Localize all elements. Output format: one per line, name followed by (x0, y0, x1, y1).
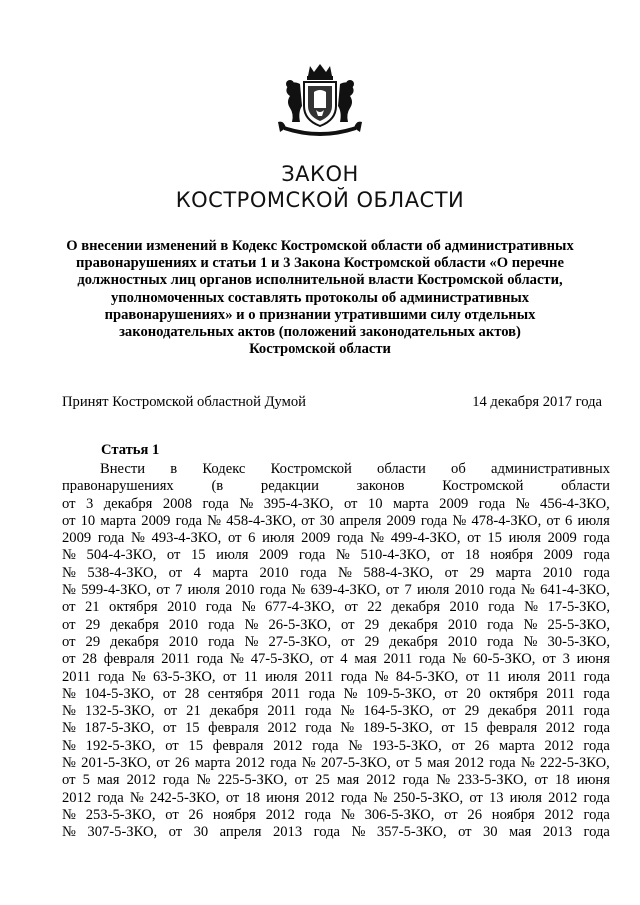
article-text-line: от 28 февраля 2011 года № 47-5-ЗКО, от 4 мая 2011 года № 60-5-ЗКО, от 3 июня (62, 651, 610, 668)
article-text-line: № 104-5-ЗКО, от 28 сентября 2011 года № 109-5-ЗКО, от 20 октября 2011 года (62, 685, 610, 702)
article-text-line: № 253-5-ЗКО, от 26 ноября 2012 года № 306-5-ЗКО, от 26 ноября 2012 года (62, 806, 610, 823)
article-text-line: от 3 декабря 2008 года № 395-4-ЗКО, от 10 марта 2009 года № 456-4-ЗКО, (62, 495, 610, 512)
article-text-line: № 538-4-ЗКО, от 4 марта 2010 года № 588-4-ЗКО, от 29 марта 2010 года (62, 564, 610, 581)
article-text-line: от 29 декабря 2010 года № 26-5-ЗКО, от 29 декабря 2010 года № 25-5-ЗКО, (62, 616, 610, 633)
law-heading (60, 238, 580, 358)
article-text-line: Внести в Кодекс Костромской области об административных (100, 461, 610, 477)
heading-line: Костромской области (249, 341, 391, 358)
article-text-line: № 599-4-ЗКО, от 7 июля 2010 года № 639-4-ЗКО, от 7 июля 2010 года № 641-4-ЗКО, (62, 582, 610, 599)
article-text-line: от 29 декабря 2010 года № 27-5-ЗКО, от 29 декабря 2010 года № 30-5-ЗКО, (62, 633, 610, 650)
heading-line: уполномоченных составлять протоколы об административных (110, 289, 530, 306)
article-text-line: № 192-5-ЗКО, от 15 февраля 2012 года № 193-5-ЗКО, от 26 марта 2012 года (62, 737, 610, 754)
article-text-line: 2012 года № 242-5-ЗКО, от 18 июня 2012 года № 250-5-ЗКО, от 13 июля 2012 года (62, 789, 610, 806)
article-text-line: от 21 октября 2010 года № 677-4-ЗКО, от 22 декабря 2010 года № 17-5-ЗКО, (62, 599, 610, 616)
article-text-line: правонарушениях (в редакции законов Костромской области (62, 478, 610, 495)
coat-of-arms-emblem (270, 62, 370, 138)
article-text-line: от 5 мая 2012 года № 225-5-ЗКО, от 25 мая 2012 года № 233-5-ЗКО, от 18 июня (62, 772, 610, 789)
region-title: КОСТРОМСКОЙ ОБЛАСТИ (175, 188, 465, 212)
article-text-line: № 504-4-ЗКО, от 15 июля 2009 года № 510-4-ЗКО, от 18 ноября 2009 года (62, 547, 610, 564)
article-text-line: № 307-5-ЗКО, от 30 апреля 2013 года № 357-5-ЗКО, от 30 мая 2013 года (62, 824, 610, 841)
article-text-line: № 201-5-ЗКО, от 26 марта 2012 года № 207-5-ЗКО, от 5 мая 2012 года № 222-5-ЗКО, (62, 755, 610, 772)
article-body (62, 461, 610, 842)
article-text-line: № 132-5-ЗКО, от 21 декабря 2011 года № 164-5-ЗКО, от 29 декабря 2011 года (62, 703, 610, 720)
document-type-title: ЗАКОН (281, 162, 359, 186)
article-text-line: 2011 года № 63-5-ЗКО, от 11 июля 2011 года № 84-5-ЗКО, от 11 июля 2011 года (62, 668, 610, 685)
adopted-by: Принят Костромской областной Думой (62, 394, 306, 410)
adoption-date: 14 декабря 2017 года (472, 394, 602, 410)
heading-line: законодательных актов (положений законодательных актов) (119, 324, 521, 341)
article-title: Статья 1 (101, 442, 160, 458)
heading-line: должностных лиц органов исполнительной власти Костромской области, (77, 272, 563, 289)
heading-line: О внесении изменений в Кодекс Костромской области об административных (66, 238, 574, 254)
article-text-line: от 10 марта 2009 года № 458-4-ЗКО, от 30 апреля 2009 года № 478-4-ЗКО, от 6 июля (62, 512, 610, 529)
heading-line: правонарушениях» и о признании утратившими силу отдельных (104, 306, 536, 323)
article-text-line: 2009 года № 493-4-ЗКО, от 6 июля 2009 года № 499-4-ЗКО, от 15 июля 2009 года (62, 530, 610, 547)
heading-line: правонарушениях и статьи 1 и 3 Закона Костромской области «О перечне (76, 255, 564, 272)
article-text-line: № 187-5-ЗКО, от 15 февраля 2012 года № 189-5-ЗКО, от 15 февраля 2012 года (62, 720, 610, 737)
